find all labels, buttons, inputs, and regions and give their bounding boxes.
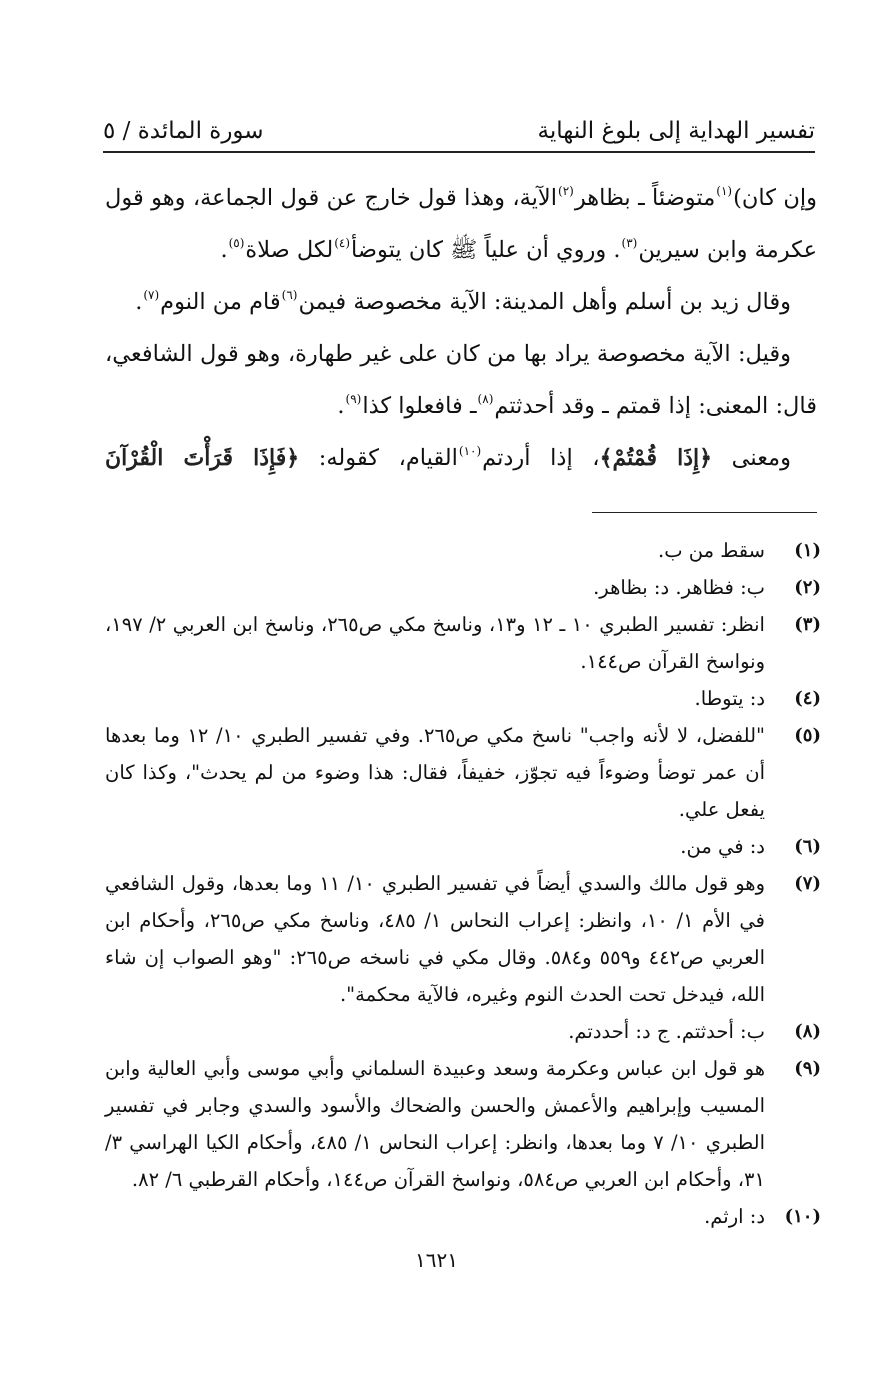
paragraph-4 [105,432,817,484]
footnote-text: "للفضل، لا لأنه واجب" ناسخ مكي ص٢٦٥. وفي تفسير الطبري ١٠/ ١٢ وما بعدها أن عمر توضأ وضوءاً فيه تجوّز، خفيفاً، فقال: هذا وضوء من لم يحدث"، وكذا كان يفعل علي. [105,724,765,821]
footnote-ref-10[interactable]: (١٠) [458,444,482,458]
footnote [105,532,821,569]
text-segment: وإن كان) [733,185,818,211]
paragraph-3 [105,328,817,432]
footnotes [105,532,821,1235]
text-segment: . [135,289,143,315]
footnote [105,1050,821,1198]
text-segment: وقيل: الآية مخصوصة يراد بها من كان على غير طهارة، وهو قول الشافعي، قال: المعنى: إذا قمتم ـ وقد أحدثتم [105,341,817,419]
book-title: تفسير الهداية إلى بلوغ النهاية [537,118,815,144]
text-segment: ـ فافعلوا كذا [362,393,477,419]
footnote [105,569,821,606]
footnote [105,865,821,1013]
text-segment: القيام، كقوله: [318,445,458,471]
footnote-ref-1[interactable]: (١) [716,184,733,198]
footnote-text: وهو قول مالك والسدي أيضاً في تفسير الطبري ١٠/ ١١ وما بعدها، وقول الشافعي في الأم ١/ ١٠، وانظر: إعراب النحاس ١/ ٤٨٥، وناسخ مكي ص٢٦٥، وأحكام ابن العربي ص٤٤٢ و٥٥٩ و٥٨٤. وقال مكي في ناسخه ص٢٦٥: "وهو الصواب إن شاء الله، فيدخل تحت الحدث النوم وغيره، فالآية محكمة". [105,872,765,1006]
footnote-text: ب: فظاهر. د: بظاهر. [593,576,765,599]
running-header [103,112,815,150]
footnote-text: سقط من ب. [658,539,765,562]
footnote-number: (٩) [794,1058,821,1079]
footnote-number: (٢) [794,577,821,598]
footnote-text: ب: أحدثتم. ج د: أحددتم. [568,1020,765,1043]
surah-reference: سورة المائدة / ٥ [103,118,264,144]
text-segment: قام من النوم [160,289,281,315]
footnote [105,717,821,828]
text-segment: وقال زيد بن أسلم وأهل المدينة: الآية مخصوصة فيمن [298,289,791,315]
footnote-number: (٧) [794,873,821,894]
text-segment: ومعنى [731,445,791,471]
footnote-ref-6[interactable]: (٦) [281,288,298,302]
text-segment: . [337,393,345,419]
footnote [105,680,821,717]
footnote-text: د: ارثم. [704,1205,765,1228]
footnote-ref-4[interactable]: (٤) [334,236,351,250]
header-divider [103,151,815,153]
text-segment: ، إذا أردتم [482,445,600,471]
text-segment: متوضئاً ـ بظاهر [574,185,716,211]
footnote-number: (٦) [794,836,821,857]
footnote-number: (٥) [794,725,821,746]
footnote [105,1198,821,1235]
text-segment: . [220,237,228,263]
footnote-ref-8[interactable]: (٨) [477,392,494,406]
footnote-ref-7[interactable]: (٧) [143,288,160,302]
text-segment: الآية، وهذا قول خارج عن قول الجماعة، وهو قول عكرمة وابن سيرين [105,185,817,263]
footnote [105,606,821,680]
footnote-text: انظر: تفسير الطبري ١٠ ـ ١٢ و١٣، وناسخ مكي ص٢٦٥، وناسخ ابن العربي ٢/ ١٩٧، ونواسخ القرآن ص١٤٤. [105,613,765,673]
main-text [105,172,817,484]
footnote-number: (١٠) [784,1206,821,1227]
footnote [105,1013,821,1050]
footnote-number: (٣) [794,614,821,635]
quran-quote-1: ﴿إِذَا قُمْتُمْ﴾ [599,445,713,471]
footnote [105,828,821,865]
footnote-ref-3[interactable]: (٣) [621,236,638,250]
text-segment: . وروي أن علياً ﷺ كان يتوضأ [351,237,621,263]
paragraph-1 [105,172,817,276]
footnote-text: هو قول ابن عباس وعكرمة وسعد وعبيدة السلماني وأبي موسى وأبي العالية وابن المسيب وإبراهيم والأعمش والحسن والضحاك والأسود والسدي وجابر في تفسير الطبري ١٠/ ٧ وما بعدها، وانظر: إعراب النحاس ١/ ٤٨٥، وأحكام الكيا الهراسي ٣/ ٣١، وأحكام ابن العربي ص٥٨٤، ونواسخ القرآن ص١٤٤، وأحكام القرطبي ٦/ ٨٢. [105,1057,765,1191]
footnote-ref-5[interactable]: (٥) [228,236,245,250]
footnote-number: (٤) [794,688,821,709]
footnote-number: (١) [794,540,821,561]
footnote-text: د: يتوطا. [694,687,765,710]
footnote-ref-9[interactable]: (٩) [345,392,362,406]
paragraph-2 [105,276,817,328]
text-segment: لكل صلاة [245,237,334,263]
quran-quote-2: ﴿فَإِذَا قَرَأْتَ الْقُرْآنَ [105,445,300,471]
footnote-text: د: في من. [680,835,765,858]
footnote-separator [592,512,817,513]
footnote-ref-2[interactable]: (٢) [558,184,574,198]
footnote-number: (٨) [794,1021,821,1042]
page-number: ١٦٢١ [415,1248,458,1272]
